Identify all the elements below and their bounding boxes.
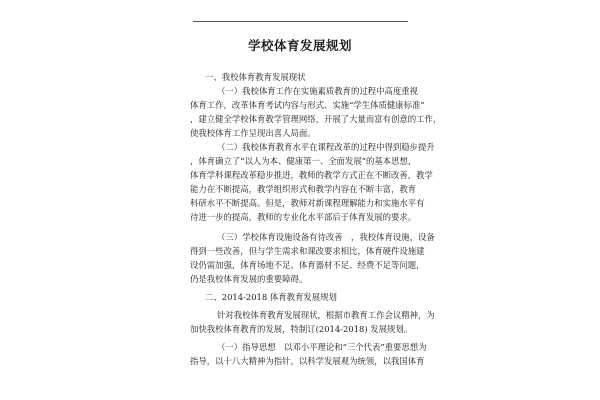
paragraph-line: ，建立健全学校体育教学管理网络，开展了大量而富有创意的工作，	[190, 114, 442, 124]
paragraph-line: 仍是我校体育发展的重要障碍。	[190, 274, 308, 284]
paragraph-line: 针对我校体育教育发展现状，根据市教育工作会议精神，为	[217, 310, 435, 320]
paragraph-line: ，体育确立了“以人为本、健康第一、全面发展”的基本思想，	[190, 156, 417, 166]
section-heading: 二、2014-2018 体育教育发展规划	[205, 292, 337, 302]
paragraph-line: 设仍需加强，体育场地不足、体育器材不足、经费不足等问题，	[190, 260, 425, 270]
header-rule	[193, 21, 408, 22]
paragraph-line: 待进一步的提高，教师的专业化水平部后于体育发展的要求。	[190, 212, 417, 222]
paragraph-line: 加快我校体育教育的发展，特制订(2014-2018) 发展规划。	[190, 324, 413, 334]
paragraph-line: （三）学校体育设施设备有待改善 ，我校体育设施，设备	[217, 232, 435, 242]
paragraph-line: （一）我校体育工作在实施素质教育的过程中高度重视	[217, 86, 418, 96]
paragraph-line: 科研水平不断提高。但是，教师对新课程理解能力和实施水平有	[190, 198, 425, 208]
section-heading: 一、我校体育教育发展现状	[205, 72, 306, 82]
paragraph-line: （二）我校体育教育水平在课程改革的过程中得到稳步提升	[217, 142, 435, 152]
paragraph-line: 体育工作，改革体育考试内容与形式、实施“学生体质健康标准”	[190, 100, 425, 110]
paragraph-line: 指导，以十八大精神为指针，以科学发展观为统领，以我国体育	[190, 356, 425, 366]
paragraph-line: （一）指导思想 以邓小平理论和“三个代表”重要思想为	[217, 342, 427, 352]
paragraph-line: 得到一些改善，但与学生需求和课改要求相比，体育硬件设施建	[190, 246, 425, 256]
paragraph-line: 使我校体育工作呈现出喜人局面。	[190, 128, 316, 138]
paragraph-line: 体育学科课程改革稳步推进，教师的教学方式正在不断改善，教学	[190, 170, 433, 180]
paragraph-line: 能力在不断提高，教学组织形式和教学内容在不断丰富，教育	[190, 184, 417, 194]
document-title: 学校体育发展规划	[247, 38, 352, 53]
